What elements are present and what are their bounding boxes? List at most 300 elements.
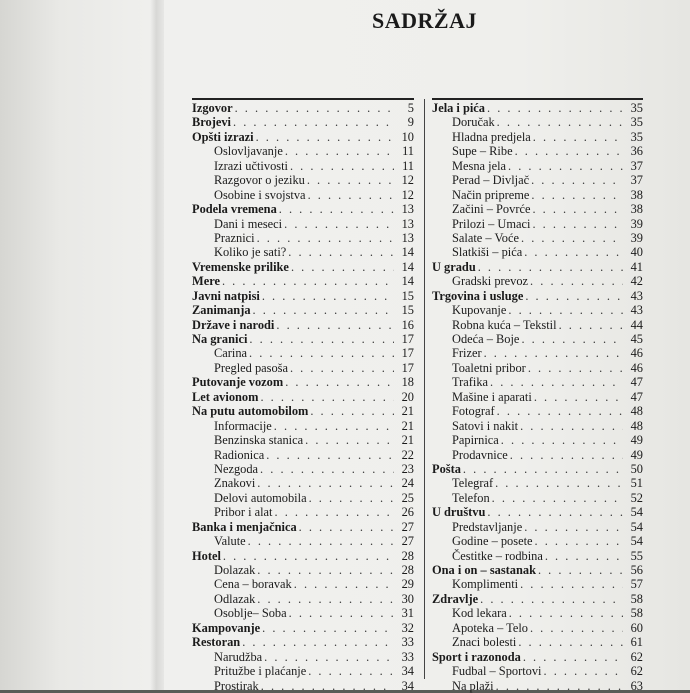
toc-entry-page-number: 49: [630, 433, 643, 448]
toc-entry-page-number: 21: [401, 404, 414, 419]
toc-entry: [192, 115, 414, 129]
toc-entry: [192, 635, 414, 649]
toc-leader-dots: [261, 679, 394, 693]
toc-entry-page-number: 37: [630, 158, 643, 173]
toc-entry-label: Način pripreme: [452, 187, 530, 202]
toc-entry-label: Izrazi učtivosti: [214, 158, 288, 173]
toc-leader-dots: [257, 563, 394, 577]
toc-entry-page-number: 13: [401, 202, 414, 217]
page-title: SADRŽAJ: [372, 8, 477, 33]
toc-leader-dots: [508, 303, 623, 317]
toc-entry-page-number: 48: [630, 418, 643, 433]
toc-entry-page-number: 37: [630, 173, 643, 188]
toc-entry-label: Mesna jela: [452, 158, 507, 173]
toc-entry: [432, 419, 643, 433]
toc-entry-label: Jela i pića: [432, 101, 485, 115]
toc-entry-page-number: 25: [401, 490, 414, 505]
toc-entry-label: Perad – Divljač: [452, 173, 530, 188]
toc-leader-dots: [531, 173, 623, 187]
toc-entry-label: Podela vremena: [192, 202, 277, 217]
toc-entry-label: Osoblje– Soba: [214, 606, 287, 621]
toc-entry-page-number: 17: [401, 360, 414, 375]
toc-entry: [192, 404, 414, 418]
toc-entry-page-number: 56: [630, 563, 643, 577]
toc-entry-label: Začini – Povrće: [452, 202, 531, 217]
toc-entry: [192, 101, 414, 115]
toc-entry-label: Trafika: [452, 375, 489, 390]
toc-entry: [192, 491, 414, 505]
toc-leader-dots: [463, 462, 623, 476]
toc-entry-page-number: 45: [630, 332, 643, 346]
toc-entry: [192, 606, 414, 620]
toc-leader-dots: [497, 404, 623, 418]
toc-entry-page-number: 55: [630, 548, 643, 563]
toc-entry: [192, 448, 414, 462]
toc-leader-dots: [532, 202, 623, 216]
toc-entry: [192, 274, 414, 288]
toc-leader-dots: [480, 592, 623, 606]
toc-entry-page-number: 35: [630, 129, 643, 144]
toc-entry-page-number: 35: [630, 115, 643, 130]
toc-entry-page-number: 43: [630, 288, 643, 303]
toc-entry: [432, 462, 643, 476]
toc-entry-label: Toaletni pribor: [452, 360, 526, 375]
toc-leader-dots: [535, 534, 623, 548]
toc-entry-label: Zdravlje: [432, 591, 479, 606]
toc-entry-label: Znakovi: [214, 476, 256, 491]
toc-entry: [192, 433, 414, 447]
toc-entry: [432, 606, 643, 620]
toc-entry-page-number: 21: [401, 433, 414, 448]
toc-entry-page-number: 27: [401, 519, 414, 534]
toc-leader-dots: [284, 217, 394, 231]
toc-entry-label: Hladna predjela: [452, 129, 531, 144]
toc-entry-label: Odeća – Boje: [452, 332, 520, 346]
toc-rule-left: [192, 98, 414, 100]
toc-entry: [432, 260, 643, 274]
toc-entry-page-number: 32: [401, 620, 414, 635]
toc-leader-dots: [262, 289, 394, 303]
toc-entry-page-number: 28: [401, 563, 414, 577]
toc-leader-dots: [257, 476, 394, 490]
toc-entry: [432, 101, 643, 115]
toc-entry-label: Zanimanja: [192, 303, 251, 318]
toc-leader-dots: [223, 549, 394, 563]
toc-entry-label: Vremenske prilike: [192, 259, 289, 274]
toc-entry-page-number: 58: [630, 591, 643, 606]
toc-entry-label: Komplimenti: [452, 577, 519, 592]
toc-leader-dots: [262, 621, 394, 635]
toc-entry: [432, 549, 643, 563]
toc-entry-label: Mašine i aparati: [452, 389, 532, 404]
toc-entry-label: Let avionom: [192, 389, 259, 404]
toc-entry-page-number: 48: [630, 404, 643, 419]
toc-entry-label: Ona i on – sastanak: [432, 563, 536, 577]
toc-entry-page-number: 33: [401, 635, 414, 650]
toc-entry: [432, 404, 643, 418]
toc-entry-label: Frizer: [452, 346, 482, 361]
toc-entry: [192, 245, 414, 259]
toc-entry-label: Javni natpisi: [192, 288, 260, 303]
toc-leader-dots: [279, 202, 394, 216]
toc-column-left: [192, 101, 414, 693]
toc-leader-dots: [523, 650, 623, 664]
toc-entry-page-number: 34: [401, 664, 414, 679]
toc-entry: [192, 462, 414, 476]
toc-entry-label: Papirnica: [452, 433, 499, 448]
toc-entry-page-number: 20: [401, 389, 414, 404]
toc-entry-page-number: 39: [630, 216, 643, 231]
toc-entry-page-number: 44: [630, 317, 643, 332]
toc-entry-page-number: 58: [630, 606, 643, 621]
toc-entry: [192, 390, 414, 404]
toc-rule-right: [432, 98, 643, 100]
toc-leader-dots: [274, 419, 394, 433]
toc-entry-label: Apoteka – Telo: [452, 620, 528, 635]
toc-leader-dots: [525, 289, 623, 303]
toc-entry-page-number: 36: [630, 144, 643, 159]
toc-entry: [432, 433, 643, 447]
toc-leader-dots: [478, 260, 623, 274]
toc-entry-label: Kod lekara: [452, 606, 507, 621]
toc-entry: [192, 173, 414, 187]
toc-entry-label: Delovi automobila: [214, 490, 307, 505]
toc-entry: [432, 274, 643, 288]
toc-leader-dots: [275, 505, 395, 519]
toc-entry-page-number: 63: [630, 678, 643, 693]
toc-entry: [192, 159, 414, 173]
toc-entry-page-number: 57: [630, 577, 643, 592]
toc-entry: [192, 361, 414, 375]
toc-entry-label: Banka i menjačnica: [192, 519, 297, 534]
toc-entry: [432, 289, 643, 303]
toc-entry-label: Predstavljanje: [452, 519, 523, 534]
toc-entry-page-number: 41: [630, 259, 643, 274]
toc-entry-label: Države i narodi: [192, 317, 275, 332]
toc-entry: [432, 173, 643, 187]
toc-entry-label: Koliko je sati?: [214, 245, 287, 260]
toc-entry: [432, 491, 643, 505]
toc-entry-page-number: 34: [401, 678, 414, 693]
toc-leader-dots: [515, 144, 623, 158]
toc-leader-dots: [307, 173, 394, 187]
toc-leader-dots: [285, 375, 394, 389]
toc-leader-dots: [309, 491, 394, 505]
toc-leader-dots: [290, 361, 394, 375]
toc-entry: [192, 664, 414, 678]
toc-leader-dots: [510, 448, 623, 462]
toc-leader-dots: [288, 245, 394, 259]
toc-leader-dots: [235, 101, 394, 115]
toc-entry-label: Odlazak: [214, 591, 256, 606]
toc-leader-dots: [299, 520, 394, 534]
toc-entry-label: Na plaži: [452, 678, 494, 693]
toc-leader-dots: [222, 274, 394, 288]
toc-leader-dots: [533, 130, 623, 144]
toc-entry-label: U društvu: [432, 505, 486, 520]
toc-entry: [432, 679, 643, 693]
toc-entry-page-number: 14: [401, 245, 414, 260]
toc-entry-label: Čestitke – rodbina: [452, 548, 543, 563]
toc-entry: [432, 346, 643, 360]
toc-entry-label: Osobine i svojstva: [214, 187, 306, 202]
toc-entry: [432, 448, 643, 462]
toc-entry-page-number: 18: [401, 375, 414, 390]
toc-leader-dots: [276, 318, 394, 332]
toc-entry-label: Godine – posete: [452, 534, 533, 549]
toc-entry-label: Cena – boravak: [214, 577, 292, 592]
toc-entry-label: Carina: [214, 346, 248, 361]
toc-leader-dots: [496, 679, 623, 693]
toc-entry-label: Doručak: [452, 115, 495, 130]
toc-entry: [432, 534, 643, 548]
toc-entry-page-number: 33: [401, 649, 414, 664]
toc-leader-dots: [530, 274, 623, 288]
toc-entry: [432, 245, 643, 259]
toc-leader-dots: [530, 621, 623, 635]
toc-entry: [192, 202, 414, 216]
toc-leader-dots: [249, 346, 394, 360]
toc-entry: [192, 419, 414, 433]
toc-entry-label: Nezgoda: [214, 461, 259, 476]
toc-entry-label: Satovi i nakit: [452, 418, 519, 433]
toc-entry: [192, 303, 414, 317]
toc-entry-page-number: 62: [630, 664, 643, 679]
toc-entry: [432, 375, 643, 389]
toc-entry-page-number: 31: [401, 606, 414, 621]
toc-entry-label: Pošta: [432, 461, 461, 476]
toc-entry-label: Radionica: [214, 447, 265, 462]
toc-leader-dots: [308, 664, 394, 678]
toc-entry-label: Prostirak: [214, 678, 259, 693]
toc-entry: [432, 303, 643, 317]
toc-entry-label: Znaci bolesti: [452, 635, 517, 650]
toc-entry: [192, 231, 414, 245]
toc-entry-page-number: 47: [630, 375, 643, 390]
toc-entry: [192, 534, 414, 548]
toc-leader-dots: [310, 404, 394, 418]
toc-entry: [432, 217, 643, 231]
toc-entry-label: Benzinska stanica: [214, 433, 304, 448]
toc-entry-page-number: 11: [402, 158, 414, 173]
toc-entry: [432, 188, 643, 202]
toc-entry: [192, 577, 414, 591]
toc-entry-page-number: 21: [401, 418, 414, 433]
toc-entry: [192, 346, 414, 360]
toc-entry: [192, 505, 414, 519]
toc-entry-page-number: 52: [630, 490, 643, 505]
toc-leader-dots: [291, 260, 394, 274]
toc-leader-dots: [521, 231, 623, 245]
toc-entry-page-number: 42: [630, 274, 643, 289]
toc-entry: [432, 621, 643, 635]
toc-entry-label: Opšti izrazi: [192, 129, 254, 144]
toc-leader-dots: [294, 577, 394, 591]
toc-entry-page-number: 14: [401, 259, 414, 274]
toc-entry-label: Robna kuća – Tekstil: [452, 317, 557, 332]
toc-entry: [192, 144, 414, 158]
toc-entry-label: Dani i meseci: [214, 216, 283, 231]
toc-leader-dots: [495, 476, 623, 490]
toc-leader-dots: [532, 217, 623, 231]
toc-leader-dots: [487, 101, 623, 115]
toc-entry: [192, 217, 414, 231]
toc-entry-page-number: 61: [630, 635, 643, 650]
toc-leader-dots: [545, 549, 623, 563]
toc-entry-label: Kupovanje: [452, 303, 507, 318]
toc-entry-page-number: 17: [401, 346, 414, 361]
toc-entry: [192, 130, 414, 144]
toc-entry: [432, 592, 643, 606]
toc-leader-dots: [538, 563, 623, 577]
toc-entry-page-number: 22: [401, 447, 414, 462]
toc-entry: [192, 621, 414, 635]
toc-entry-page-number: 10: [401, 129, 414, 144]
toc-leader-dots: [305, 433, 394, 447]
toc-leader-dots: [248, 534, 394, 548]
toc-entry-page-number: 47: [630, 389, 643, 404]
toc-entry: [192, 679, 414, 693]
toc-entry-label: Informacije: [214, 418, 272, 433]
toc-entry: [432, 650, 643, 664]
toc-leader-dots: [492, 491, 623, 505]
toc-leader-dots: [501, 433, 623, 447]
toc-entry-page-number: 16: [401, 317, 414, 332]
toc-entry: [432, 159, 643, 173]
toc-leader-dots: [544, 664, 624, 678]
toc-entry-label: Kampovanje: [192, 620, 261, 635]
toc-entry: [432, 130, 643, 144]
toc-entry-label: Trgovina i usluge: [432, 288, 524, 303]
toc-entry: [192, 318, 414, 332]
toc-leader-dots: [520, 419, 623, 433]
toc-entry-label: Razgovor o jeziku: [214, 173, 305, 188]
toc-leader-dots: [531, 188, 623, 202]
toc-leader-dots: [524, 245, 623, 259]
toc-leader-dots: [528, 361, 623, 375]
toc-entry: [432, 332, 643, 346]
toc-leader-dots: [257, 231, 394, 245]
toc-entry-label: Sport i razonoda: [432, 649, 521, 664]
toc-entry-page-number: 50: [630, 461, 643, 476]
toc-entry-page-number: 28: [401, 548, 414, 563]
toc-entry-page-number: 43: [630, 303, 643, 318]
toc-entry-label: Putovanje vozom: [192, 375, 284, 390]
toc-leader-dots: [508, 159, 623, 173]
toc-entry-page-number: 15: [401, 303, 414, 318]
toc-entry-label: Mere: [192, 274, 220, 289]
toc-leader-dots: [289, 606, 394, 620]
toc-entry: [192, 549, 414, 563]
toc-leader-dots: [484, 346, 623, 360]
toc-entry-page-number: 51: [630, 476, 643, 491]
toc-entry-page-number: 15: [401, 288, 414, 303]
toc-entry-page-number: 12: [401, 187, 414, 202]
toc-entry-page-number: 14: [401, 274, 414, 289]
column-divider: [424, 99, 425, 679]
toc-entry: [432, 115, 643, 129]
toc-entry-page-number: 11: [402, 144, 414, 159]
toc-entry-label: Salate – Voće: [452, 230, 519, 245]
toc-entry: [192, 650, 414, 664]
toc-entry-label: Prilozi – Umaci: [452, 216, 531, 231]
toc-entry-page-number: 38: [630, 202, 643, 217]
toc-entry: [432, 390, 643, 404]
toc-entry-label: Fudbal – Sportovi: [452, 664, 542, 679]
toc-leader-dots: [266, 448, 394, 462]
toc-entry-page-number: 23: [401, 461, 414, 476]
toc-entry-label: Telegraf: [452, 476, 494, 491]
toc-leader-dots: [534, 390, 623, 404]
toc-leader-dots: [497, 115, 623, 129]
toc-entry-label: Izgovor: [192, 101, 233, 115]
toc-entry-page-number: 49: [630, 447, 643, 462]
toc-entry: [192, 592, 414, 606]
toc-entry-page-number: 60: [630, 620, 643, 635]
toc-leader-dots: [260, 462, 394, 476]
toc-entry-page-number: 54: [630, 534, 643, 549]
toc-entry-label: U gradu: [432, 259, 476, 274]
toc-entry-page-number: 9: [407, 115, 414, 130]
toc-leader-dots: [260, 390, 394, 404]
toc-entry-label: Praznici: [214, 230, 255, 245]
toc-entry: [432, 476, 643, 490]
toc-entry-page-number: 46: [630, 346, 643, 361]
toc-entry: [432, 563, 643, 577]
toc-entry-page-number: 29: [401, 577, 414, 592]
toc-entry-page-number: 40: [630, 245, 643, 260]
toc-entry-page-number: 30: [401, 591, 414, 606]
toc-entry-page-number: 27: [401, 534, 414, 549]
toc-entry-label: Slatkiši – pića: [452, 245, 523, 260]
toc-entry: [432, 505, 643, 519]
toc-leader-dots: [242, 635, 394, 649]
toc-entry-page-number: 24: [401, 476, 414, 491]
toc-leader-dots: [521, 332, 623, 346]
toc-leader-dots: [490, 375, 623, 389]
toc-leader-dots: [253, 303, 394, 317]
toc-entry-label: Pregled pasoša: [214, 360, 288, 375]
toc-entry-label: Prodavnice: [452, 447, 508, 462]
toc-entry-page-number: 39: [630, 230, 643, 245]
toc-leader-dots: [256, 130, 394, 144]
toc-entry-page-number: 54: [630, 519, 643, 534]
toc-leader-dots: [524, 520, 623, 534]
toc-entry: [432, 144, 643, 158]
toc-entry-label: Supe – Ribe: [452, 144, 513, 159]
toc-entry-page-number: 46: [630, 360, 643, 375]
toc-entry-label: Pritužbe i plaćanje: [214, 664, 307, 679]
toc-entry-page-number: 13: [401, 230, 414, 245]
toc-entry-label: Gradski prevoz: [452, 274, 529, 289]
toc-entry-label: Na granici: [192, 332, 248, 346]
toc-entry: [192, 520, 414, 534]
toc-entry: [432, 577, 643, 591]
toc-entry: [432, 664, 643, 678]
toc-entry-label: Pribor i alat: [214, 505, 273, 520]
toc-entry: [432, 318, 643, 332]
toc-entry-label: Brojevi: [192, 115, 231, 130]
toc-leader-dots: [285, 144, 394, 158]
toc-entry-page-number: 26: [401, 505, 414, 520]
toc-entry-label: Telefon: [452, 490, 490, 505]
toc-entry: [192, 563, 414, 577]
toc-entry-label: Narudžba: [214, 649, 263, 664]
toc-entry: [432, 635, 643, 649]
toc-entry: [192, 476, 414, 490]
toc-leader-dots: [518, 635, 623, 649]
toc-entry-page-number: 35: [630, 101, 643, 115]
